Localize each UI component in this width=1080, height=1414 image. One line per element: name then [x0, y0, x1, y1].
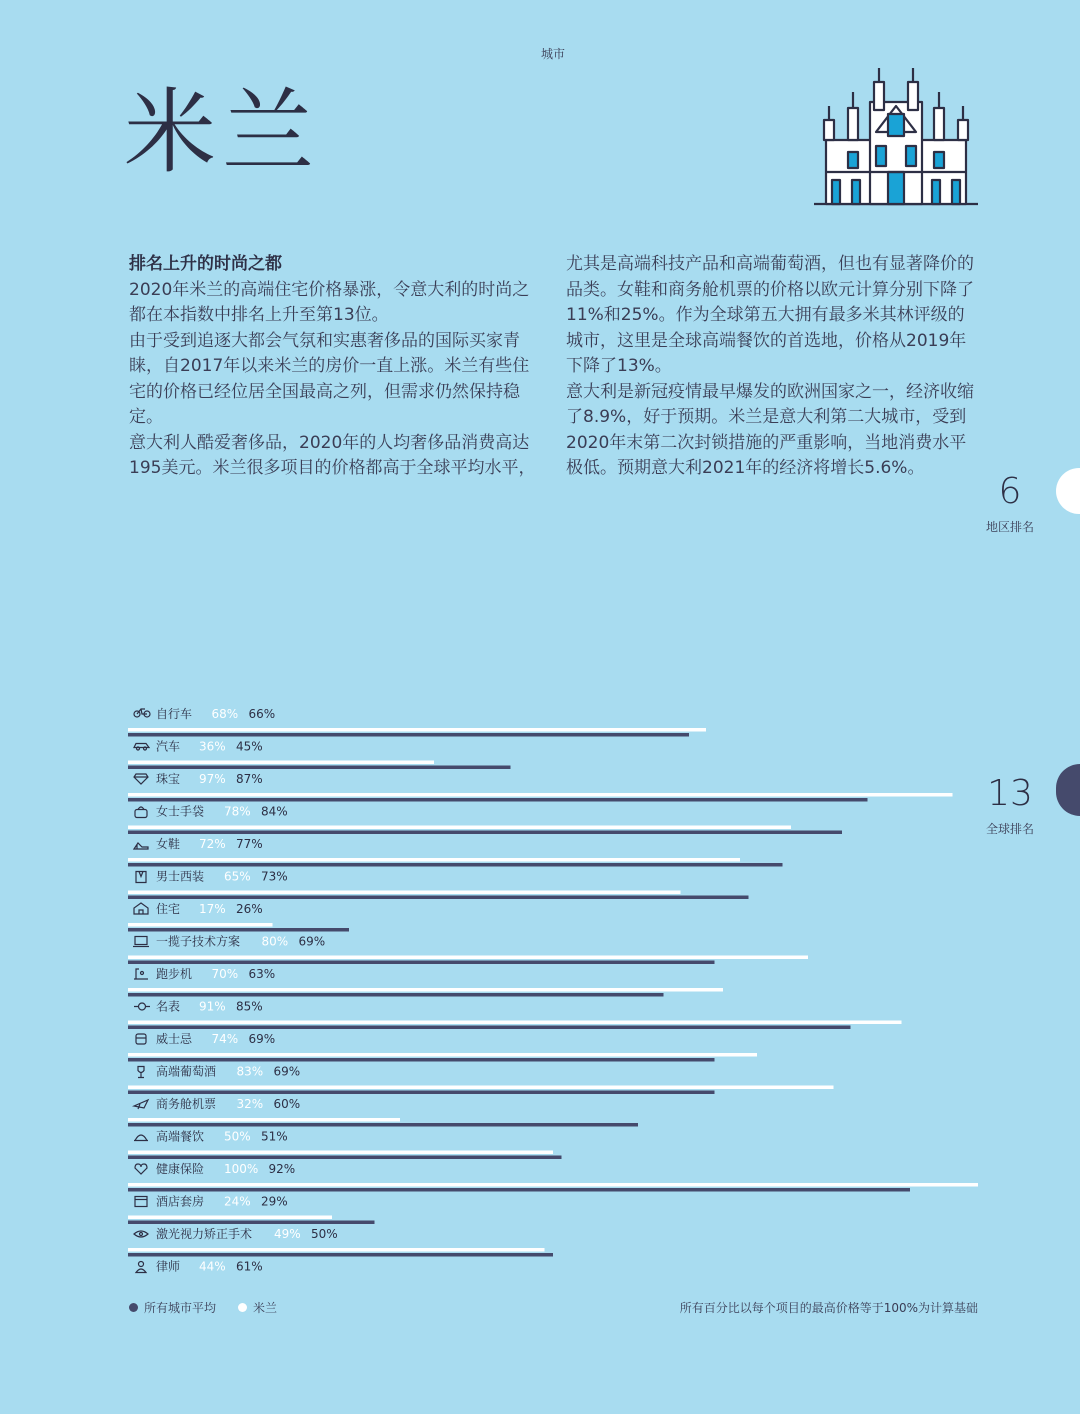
average-value-label: 73%	[261, 869, 288, 884]
regional-rank-label: 地区排名	[985, 520, 1034, 534]
average-value-label: 26%	[236, 902, 263, 916]
average-bar	[128, 961, 715, 965]
city-value-label: 83%	[236, 1064, 264, 1079]
city-value-label: 80%	[261, 934, 289, 949]
legend-average-label: 所有城市平均	[144, 1301, 217, 1315]
city-value-label: 65%	[224, 869, 251, 884]
legend-city-dot	[238, 1303, 247, 1312]
average-value-label: 84%	[261, 804, 288, 819]
category-label: 女鞋	[156, 837, 181, 851]
article-right-column	[566, 252, 981, 482]
handbag-icon	[135, 807, 147, 818]
city-value-label: 100%	[224, 1162, 259, 1176]
category-label: 珠宝	[156, 772, 181, 786]
price-comparison-chart	[120, 690, 990, 1280]
city-value-label: 78%	[224, 804, 251, 819]
heel-shoe-icon	[134, 843, 148, 849]
city-bar	[128, 858, 740, 862]
average-bar	[128, 1253, 553, 1257]
global-rank-label: 全球排名	[985, 822, 1034, 836]
article-heading: 排名上升的时尚之都	[129, 254, 282, 274]
city-value-label: 50%	[224, 1129, 251, 1144]
article-paragraph: 由于受到追逐大都会气氛和实惠奢侈品的国际买家青睐，自2017年以来米兰的房价一直上涨。米兰有些住宅的价格已经位居全国最高之列，但需求仍然保持稳定。	[129, 330, 530, 427]
city-value-label: 68%	[211, 707, 239, 721]
average-value-label: 69%	[248, 1032, 276, 1046]
car-icon	[134, 744, 149, 751]
page-title: 米兰	[124, 79, 321, 186]
average-value-label: 63%	[248, 967, 276, 981]
city-value-label: 24%	[224, 1194, 251, 1209]
average-value-label: 61%	[236, 1259, 263, 1274]
city-bar	[128, 826, 791, 830]
category-label: 高端葡萄酒	[156, 1064, 217, 1079]
city-value-label: 36%	[199, 739, 226, 754]
laptop-icon	[133, 937, 149, 947]
hotel-bed-icon	[135, 1197, 147, 1207]
city-value-label: 49%	[274, 1227, 301, 1241]
regional-rank-tab	[1056, 468, 1080, 514]
average-bar	[128, 1058, 715, 1062]
city-bar	[128, 988, 723, 992]
average-bar	[128, 766, 511, 770]
average-bar	[128, 896, 749, 900]
category-label: 女士手袋	[156, 804, 205, 819]
article-paragraph: 2020年米兰的高端住宅价格暴涨，令意大利的时尚之都在本指数中排名上升至第13位。	[129, 279, 530, 325]
article-left-column	[129, 252, 544, 482]
category-label: 健康保险	[156, 1162, 205, 1176]
city-bar	[128, 761, 434, 765]
legend-average-dot	[129, 1303, 138, 1312]
city-value-label: 32%	[236, 1097, 264, 1111]
lawyer-icon	[136, 1262, 146, 1273]
category-label: 一揽子技术方案	[156, 934, 241, 949]
average-value-label: 69%	[298, 934, 326, 949]
city-bar	[128, 1021, 902, 1025]
average-value-label: 51%	[261, 1129, 288, 1144]
city-value-label: 97%	[199, 772, 226, 786]
city-value-label: 91%	[199, 999, 226, 1014]
chart-footnote: 所有百分比以每个项目的最高价格等于100%为计算基础	[679, 1301, 978, 1315]
global-rank-tab	[1056, 764, 1080, 816]
city-value-label: 44%	[199, 1259, 226, 1274]
city-bar	[128, 1086, 834, 1090]
section-label: 城市	[540, 47, 565, 61]
category-label: 商务舱机票	[156, 1097, 217, 1111]
wine-glass-icon	[138, 1067, 144, 1078]
article-paragraph: 意大利人酷爱奢侈品，2020年的人均奢侈品消费高达195美元。米兰很多项目的价格都高于全球平均水平，	[129, 432, 536, 478]
article-paragraph: 尤其是高端科技产品和高端葡萄酒，但也有显著降价的品类。女鞋和商务舱机票的价格以欧元计算分别下降了11%和25%。作为全球第五大拥有最多米其林评级的城市，这里是全球高端餐饮的首选地，价格从2019年下降了13%。	[566, 254, 974, 376]
category-label: 男士西装	[156, 869, 205, 884]
house-icon	[134, 903, 148, 914]
city-bar	[128, 891, 681, 895]
category-label: 住宅	[156, 902, 181, 916]
category-label: 高端餐饮	[156, 1129, 205, 1144]
city-bar	[128, 1151, 553, 1155]
heart-health-icon	[135, 1164, 147, 1174]
average-bar	[128, 863, 783, 867]
eye-laser-icon	[134, 1231, 148, 1237]
airplane-icon	[134, 1100, 148, 1109]
regional-rank-value: 6	[998, 471, 1022, 512]
average-value-label: 45%	[236, 739, 263, 754]
whisky-icon	[136, 1034, 146, 1044]
category-label: 名表	[156, 999, 181, 1014]
treadmill-icon	[134, 969, 148, 979]
average-value-label: 50%	[311, 1227, 338, 1241]
average-bar	[128, 831, 842, 835]
dining-cloche-icon	[134, 1135, 148, 1141]
city-bar	[128, 728, 706, 732]
city-bar	[128, 1216, 332, 1220]
average-value-label: 69%	[273, 1064, 301, 1079]
average-bar	[128, 1156, 562, 1160]
average-bar	[128, 1026, 851, 1030]
legend-city-label: 米兰	[253, 1301, 278, 1315]
average-bar	[128, 1123, 638, 1127]
suit-icon	[136, 872, 146, 883]
average-bar	[128, 928, 349, 932]
average-bar	[128, 1188, 910, 1192]
average-value-label: 92%	[268, 1162, 296, 1176]
city-bar	[128, 1118, 400, 1122]
category-label: 律师	[156, 1259, 181, 1274]
legend-item-average	[129, 1299, 216, 1316]
bicycle-icon	[134, 709, 150, 717]
city-bar	[128, 1053, 757, 1057]
category-label: 汽车	[156, 739, 181, 754]
article-paragraph: 意大利是新冠疫情最早爆发的欧洲国家之一，经济收缩了8.9%，好于预期。米兰是意大利第二大城市，受到2020年末第二次封锁措施的严重影响，当地消费水平极低。预期意大利2021年的经济将增长5.6%。	[566, 381, 974, 478]
average-bar	[128, 993, 664, 997]
global-rank-value: 13	[987, 773, 1033, 814]
milan-cathedral-icon	[812, 62, 980, 210]
category-label: 威士忌	[156, 1032, 193, 1046]
city-value-label: 74%	[211, 1032, 239, 1046]
category-label: 酒店套房	[156, 1194, 205, 1209]
average-bar	[128, 1091, 715, 1095]
category-label: 自行车	[156, 707, 193, 721]
average-value-label: 66%	[248, 707, 276, 721]
average-value-label: 87%	[236, 772, 263, 786]
city-value-label: 72%	[199, 837, 226, 851]
chart-legend	[129, 1299, 299, 1316]
average-bar	[128, 798, 868, 802]
average-value-label: 60%	[273, 1097, 301, 1111]
average-bar	[128, 1221, 375, 1225]
city-value-label: 17%	[199, 902, 226, 916]
city-bar	[128, 956, 808, 960]
regional-rank	[976, 471, 1044, 535]
legend-item-city	[238, 1299, 277, 1316]
city-bar	[128, 1248, 545, 1252]
city-value-label: 70%	[211, 967, 239, 981]
average-bar	[128, 733, 689, 737]
diamond-icon	[134, 774, 148, 784]
city-bar	[128, 1183, 978, 1187]
category-label: 激光视力矫正手术	[156, 1227, 253, 1241]
average-value-label: 77%	[236, 837, 263, 851]
category-label: 跑步机	[156, 967, 193, 981]
average-value-label: 85%	[236, 999, 263, 1014]
city-bar	[128, 793, 953, 797]
average-value-label: 29%	[261, 1194, 288, 1209]
watch-icon	[134, 1003, 150, 1010]
city-bar	[128, 923, 273, 927]
